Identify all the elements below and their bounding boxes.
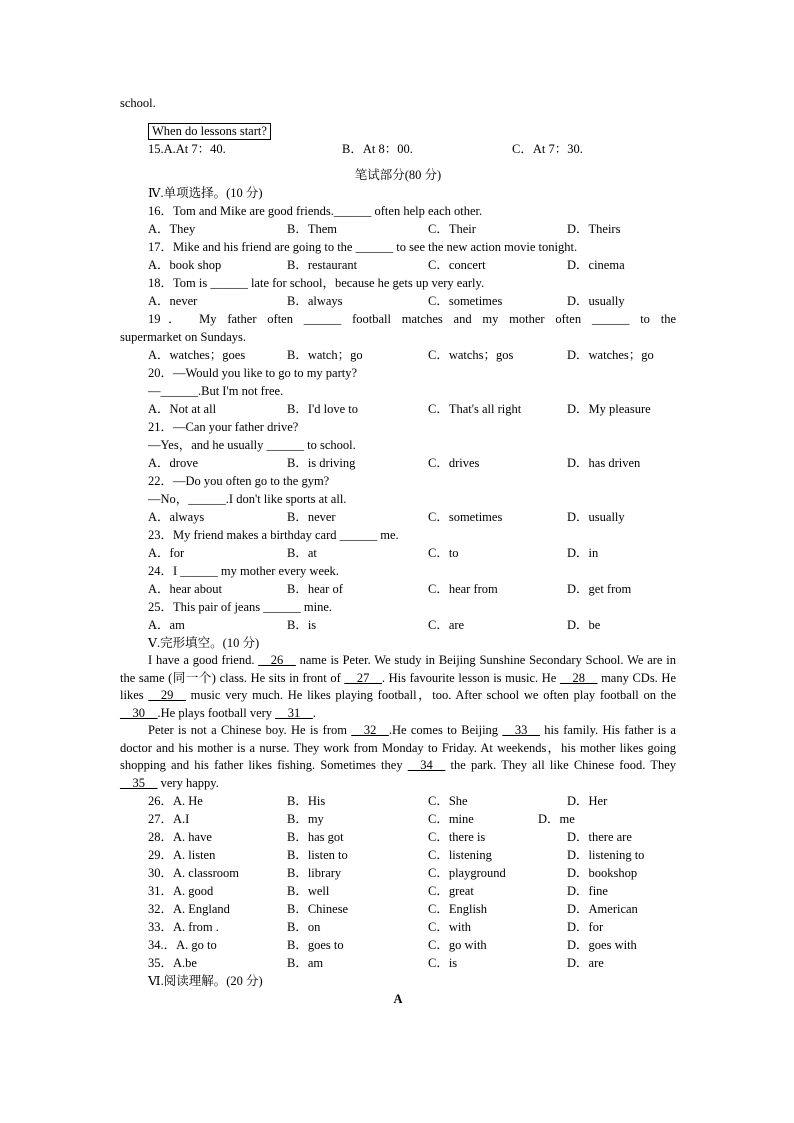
question-stem: 21．—Can your father drive?: [148, 420, 299, 434]
option-row: [120, 864, 676, 882]
option-row: [120, 400, 676, 418]
cloze-blank: __35__: [120, 775, 158, 790]
question-box: When do lessons start?: [148, 123, 271, 140]
option-row: [120, 900, 676, 918]
cloze-text: .: [312, 705, 316, 720]
option-d: D．usually: [567, 510, 625, 524]
question-stem: 16．Tom and Mike are good friends.______ often help each other.: [148, 204, 483, 218]
option-b: B．His: [287, 794, 326, 808]
option-c: C．listening: [428, 848, 492, 862]
option-row: [120, 544, 676, 562]
option-b: B．Chinese: [287, 902, 349, 916]
option-c: C．mine: [428, 812, 474, 826]
option-d: D．has driven: [567, 456, 641, 470]
option-c: C．watchs；gos: [428, 348, 514, 362]
cloze-text: Peter is not a Chinese boy. He is from: [148, 723, 352, 737]
option-row: [120, 508, 676, 526]
option-a: 29．A. listen: [148, 848, 216, 862]
cloze-blank: __27__: [344, 670, 382, 685]
option-c: C．are: [428, 618, 465, 632]
option-b: B．always: [287, 294, 343, 308]
question-stem: 17．Mike and his friend are going to the ______ to see the new action movie tonight.: [148, 240, 578, 254]
option-b: B．on: [287, 920, 321, 934]
option-a: 35．A.be: [148, 956, 197, 970]
option-c: C．is: [428, 956, 458, 970]
option-a: 33．A. from .: [148, 920, 219, 934]
option-a: A．for: [148, 546, 185, 560]
option-row: [120, 256, 676, 274]
option-a: 28．A. have: [148, 830, 212, 844]
option-b: B．library: [287, 866, 342, 880]
option-b: B．goes to: [287, 938, 344, 952]
option-row: [120, 846, 676, 864]
option-c: C．Their: [428, 222, 476, 236]
cloze-text: music very much. He likes playing football，too. After school we often play football on the: [185, 688, 677, 702]
option-d: D．get from: [567, 582, 632, 596]
question-stem-cont: —Yes，and he usually ______ to school.: [148, 438, 356, 452]
option-b: B．is driving: [287, 456, 356, 470]
option-a: 32．A. England: [148, 902, 230, 916]
option-c: C．hear from: [428, 582, 498, 596]
cloze-blank: __31__: [275, 705, 313, 720]
option-b: B．am: [287, 956, 324, 970]
option-b: B．has got: [287, 830, 344, 844]
section4-items: [120, 202, 676, 634]
option-b: B．hear of: [287, 582, 343, 596]
cloze-text: . His favourite lesson is music. He: [381, 670, 560, 685]
cloze-text: .He comes to Beijing: [388, 723, 503, 737]
written-title: 笔试部分(80 分): [354, 168, 442, 182]
option-c: C．sometimes: [428, 294, 503, 308]
option-d: D．bookshop: [567, 866, 638, 880]
option-a: A．never: [148, 294, 198, 308]
option-b: B．watch；go: [287, 348, 363, 362]
option-c: C．concert: [428, 258, 486, 272]
option-d: D．for: [567, 920, 604, 934]
question-stem-cont: —______.But I'm not free.: [148, 384, 284, 398]
option-row: [120, 580, 676, 598]
option-a: A．always: [148, 510, 205, 524]
option-c: C．drives: [428, 456, 480, 470]
cloze-text: many CDs. He likes: [120, 670, 676, 702]
option-a: A．am: [148, 618, 185, 632]
option-row: [120, 882, 676, 900]
option-row: [120, 292, 676, 310]
cloze-text: .He plays football very: [157, 705, 276, 720]
option-c: C．go with: [428, 938, 487, 952]
question-stem: 18．Tom is ______ late for school，because he gets up very early.: [148, 276, 485, 290]
cloze-text: name is Peter. We study in Beijing Sunshine Secondary School. We are in the same (同一个) class. He sits in front of: [120, 653, 676, 685]
question-stem: 24．I ______ my mother every week.: [148, 564, 339, 578]
option-d: D．fine: [567, 884, 608, 898]
cloze-paragraph-1: [120, 652, 676, 722]
option-a: 30．A. classroom: [148, 866, 239, 880]
option-c: C．That's all right: [428, 402, 522, 416]
option-d: D．cinema: [567, 258, 625, 272]
option-a: A．hear about: [148, 582, 222, 596]
cloze-blank: __28__: [559, 670, 598, 685]
option-row: [120, 220, 676, 238]
option-d: D．goes with: [567, 938, 637, 952]
option-b: B．at: [287, 546, 317, 560]
option-d: D．American: [567, 902, 638, 916]
option-b: B．my: [287, 812, 324, 826]
option-a: A．Not at all: [148, 402, 217, 416]
option-c: C．sometimes: [428, 510, 503, 524]
option-row: [120, 346, 676, 364]
option-c: C．She: [428, 794, 468, 808]
cloze-text: I have a good friend.: [148, 653, 259, 667]
option-d: D．in: [567, 546, 599, 560]
option-c: C．to: [428, 546, 459, 560]
exam-page: [120, 94, 676, 1008]
option-a: A．book shop: [148, 258, 222, 272]
q15-options: [120, 140, 676, 158]
question-stem: 22．—Do you often go to the gym?: [148, 474, 330, 488]
q15-option-c: C．At 7：30.: [512, 142, 583, 156]
option-a: 31．A. good: [148, 884, 214, 898]
option-row: [120, 954, 676, 972]
option-a: A．They: [148, 222, 196, 236]
cloze-blank: __29__: [148, 688, 186, 702]
option-row: [120, 454, 676, 472]
section6-subtitle: A: [393, 992, 403, 1006]
option-b: B．listen to: [287, 848, 348, 862]
section4-title: Ⅳ.单项选择。(10 分): [148, 186, 263, 200]
option-d: D．me: [538, 812, 575, 826]
cloze-blank: __30__: [120, 705, 158, 720]
option-a: 34.．A. go to: [148, 938, 217, 952]
cloze-text: the park. They all like Chinese food. They: [445, 758, 676, 772]
question-stem: 19． My father often ______ football matches and my mother often ______ to the: [148, 312, 676, 326]
cloze-blank: __26__: [258, 653, 296, 667]
cloze-text: his family. His father is a doctor and his mother is a nurse. They work from Monday to Friday. At weekends，his mother likes going shopping and his father likes fishing. Sometimes they: [120, 723, 676, 772]
option-c: C．great: [428, 884, 474, 898]
option-row: [120, 616, 676, 634]
option-a: A．drove: [148, 456, 198, 470]
intro-tail: school.: [120, 96, 156, 110]
option-c: C．there is: [428, 830, 486, 844]
section6-title: Ⅵ.阅读理解。(20 分): [148, 974, 263, 988]
option-row: [120, 936, 676, 954]
option-d: D．be: [567, 618, 601, 632]
option-b: B．restaurant: [287, 258, 358, 272]
option-d: D．Theirs: [567, 222, 621, 236]
option-d: D．listening to: [567, 848, 645, 862]
option-b: B．is: [287, 618, 317, 632]
cloze-text: very happy.: [157, 775, 219, 790]
option-a: A．watches；goes: [148, 348, 246, 362]
cloze-blank: __32__: [351, 723, 389, 737]
cloze-blank: __34__: [407, 758, 446, 772]
option-b: B．Them: [287, 222, 337, 236]
option-c: C．playground: [428, 866, 506, 880]
option-a: 27．A.I: [148, 812, 190, 826]
cloze-passage: [120, 652, 676, 792]
option-row: [120, 828, 676, 846]
option-b: B．well: [287, 884, 330, 898]
question-stem-cont: supermarket on Sundays.: [120, 330, 247, 344]
option-c: C．English: [428, 902, 488, 916]
option-b: B．never: [287, 510, 336, 524]
cloze-blank: __33__: [502, 723, 540, 737]
option-d: D．are: [567, 956, 604, 970]
option-b: B．I'd love to: [287, 402, 358, 416]
question-stem: 23．My friend makes a birthday card ______ me.: [148, 528, 399, 542]
option-a: 26．A. He: [148, 794, 203, 808]
cloze-paragraph-2: [120, 722, 676, 792]
question-stem: 20．—Would you like to go to my party?: [148, 366, 358, 380]
q15-option-b: B．At 8：00.: [342, 142, 413, 156]
option-d: D．My pleasure: [567, 402, 651, 416]
option-d: D．there are: [567, 830, 632, 844]
section5-title: Ⅴ.完形填空。(10 分): [148, 636, 260, 650]
option-row: [120, 792, 676, 810]
question-stem: 25．This pair of jeans ______ mine.: [148, 600, 332, 614]
option-c: C．with: [428, 920, 472, 934]
section5-options: [120, 792, 676, 972]
option-d: D．usually: [567, 294, 625, 308]
option-row: [120, 918, 676, 936]
q15-option-a: 15.A.At 7：40.: [148, 142, 226, 156]
question-stem-cont: —No，______.I don't like sports at all.: [148, 492, 347, 506]
option-row: [120, 810, 676, 828]
option-d: D．Her: [567, 794, 608, 808]
option-d: D．watches；go: [567, 348, 654, 362]
